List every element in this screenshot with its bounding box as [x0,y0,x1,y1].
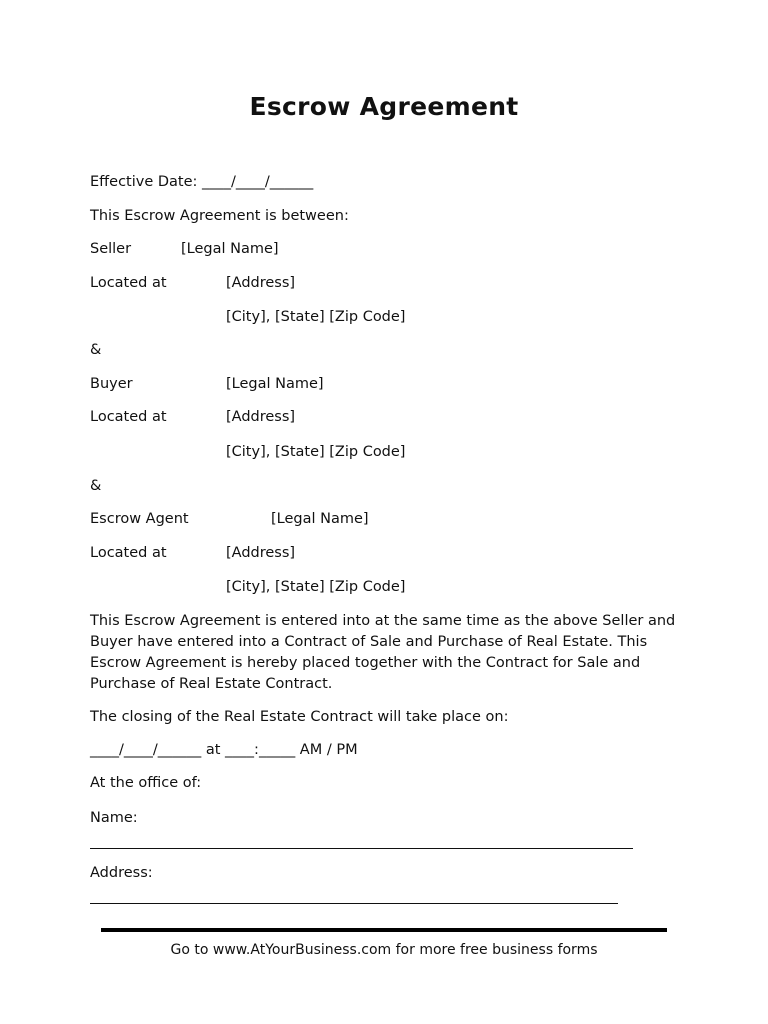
buyer-located-label: Located at [90,409,167,425]
name-label: Name: [90,810,138,826]
name-signature-line [90,848,633,849]
closing-line: The closing of the Real Estate Contract will take place on: [90,709,509,725]
ampersand-2: & [90,478,102,494]
ampersand-1: & [90,342,102,358]
office-label: At the office of: [90,775,202,791]
body-paragraph: This Escrow Agreement is entered into at the same time as the above Seller and Buyer have entered into a Contract of Sale and Purchase of Real Estate. This Escrow Agreement is hereby placed together with the Contract for Sale and Purchase of Real Estate Contract. [90,613,676,692]
address-label: Address: [90,865,153,881]
address-signature-line [90,903,618,904]
buyer-label: Buyer [90,376,133,392]
agent-legal-name: [Legal Name] [271,511,369,527]
seller-located-label: Located at [90,275,167,291]
agent-address: [Address] [226,545,296,561]
seller-legal-name: [Legal Name] [181,241,279,257]
buyer-address: [Address] [226,409,296,425]
footer-text: Go to www.AtYourBusiness.com for more free business forms [170,942,598,958]
buyer-city-line: [City], [State] [Zip Code] [226,444,406,460]
seller-city-line: [City], [State] [Zip Code] [226,309,406,325]
seller-address: [Address] [226,275,296,291]
seller-label: Seller [90,241,132,257]
agent-located-label: Located at [90,545,167,561]
effective-date-line: Effective Date: ____/____/______ [90,174,314,190]
buyer-legal-name: [Legal Name] [226,376,324,392]
agent-city-line: [City], [State] [Zip Code] [226,579,406,595]
closing-datetime-line: ____/____/______ at ____:_____ AM / PM [90,742,358,758]
agent-label: Escrow Agent [90,511,189,527]
between-line: This Escrow Agreement is between: [90,208,349,224]
document-title: Escrow Agreement [249,92,519,121]
footer-divider [101,928,667,932]
